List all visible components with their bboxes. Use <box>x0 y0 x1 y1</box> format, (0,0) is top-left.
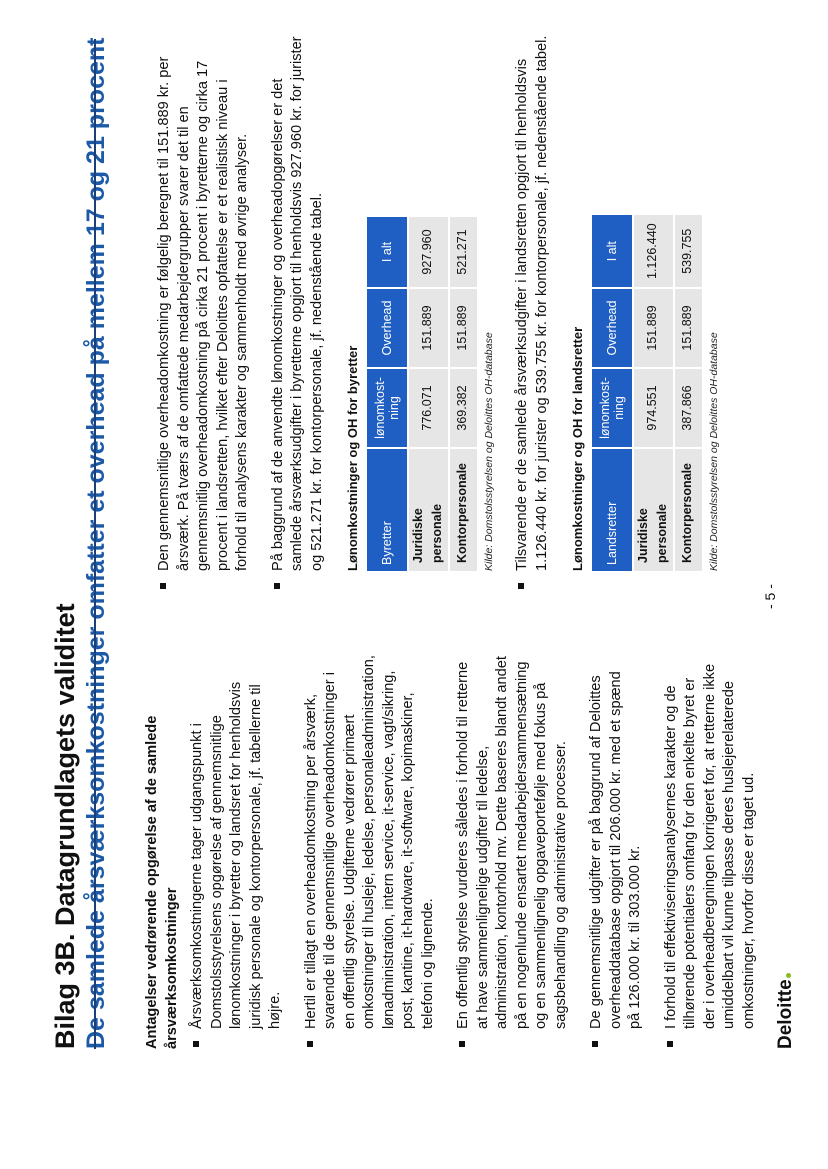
table-header: Overhead <box>592 288 633 368</box>
table-cell: 369.382 <box>449 368 477 448</box>
bullet-item: En offentlig styrelse vurderes således i forhold til retterne at have sammenlignelige udgifter til ledelse, administration, kontorhold mv. Dette baseres blandt andet på en nogenlunde ensartet medarbejdersammensætning og en sammenlignelig opgaveportefølje med fokus på sagsbehandling og administrative processer. <box>454 654 571 1049</box>
table-header: lønomkost-ning <box>367 368 408 448</box>
page-subtitle: De samlede årsværksomkostninger omfatter et overhead på mellem 17 og 21 procent <box>82 37 110 1049</box>
table-row <box>633 215 674 571</box>
bullet-icon <box>193 1041 199 1047</box>
table-header: Landsretter <box>592 448 633 571</box>
table-source: Kilde: Domstolsstyrelsen og Deloittes OH-database <box>482 332 495 571</box>
table-cell: 151.889 <box>408 288 449 368</box>
bullet-icon <box>667 1041 673 1047</box>
table-row <box>408 217 449 571</box>
table-cell: 151.889 <box>449 288 477 368</box>
bullet-item: Hertil er tillagt en overheadomkostning per årsværk, svarende til de gennemsnitlige overheadomkostninger i en offentlig styrelse. Udgifterne vedrører primært omkostninger til husleje, ledelse, personaleadministration, lønadministration, intern service, it-service, vagt/sikring, post, kantine, it-hardware, it-software, kopimaskiner, telefoni og lignende. <box>302 654 439 1049</box>
bullet-icon <box>459 1041 465 1047</box>
table-row <box>449 217 477 571</box>
table-cell: 151.889 <box>674 288 702 368</box>
table-cell: 151.889 <box>633 288 674 368</box>
table-cell: 521.271 <box>449 217 477 288</box>
table-cell: Kontorpersonale <box>674 448 702 571</box>
bullet-icon <box>307 1041 313 1047</box>
table-header: I alt <box>592 215 633 288</box>
bullet-item: I forhold til effektiviseringsanalysernes karakter og de tilhørende potentialers omfang for den enkelte byret er der i overheadberegningen korrigeret for, at retterne ikke umiddelbart vil kunne tilpasse deres huslejerelaterede omkostninger, hvorfor disse er taget ud. <box>662 654 760 1049</box>
table-header: I alt <box>367 217 408 288</box>
table-header: Overhead <box>367 288 408 368</box>
table-cell: 539.755 <box>674 215 702 288</box>
table-cell: Juridiske personale <box>633 448 674 571</box>
logo-dot-icon <box>786 973 791 978</box>
bullet-item: På baggrund af de anvendte lønomkostninger og overheadopgørelser er det samlede årsværksudgifter i byretterne opgjort til henholdsvis 927.960 kr. for jurister og 521.271 kr. for kontorpersonale, jf. nedenstående tabel. <box>269 31 328 591</box>
table-title-byretter: Lønomkostninger og OH for byretter <box>345 345 360 571</box>
title-divider <box>94 39 96 1049</box>
left-column <box>143 654 775 1049</box>
table-header-row <box>592 215 633 571</box>
page-title: Bilag 3B. Datagrundlagets validitet <box>50 603 80 1049</box>
page-number: - 5 - <box>762 584 778 609</box>
right-column <box>155 31 738 591</box>
table-byretter <box>367 217 477 571</box>
table-cell: Kontorpersonale <box>449 448 477 571</box>
table-cell: 776.071 <box>408 368 449 448</box>
bullet-item: Den gennemsnitlige overheadomkostning er følgelig beregnet til 151.889 kr. per årsværk. På tværs af de omfattede medarbejdergrupper svarer det til en gennemsnitlig overheadomkostning på cirka 21 procent i byretterne og cirka 17 procent i landsretten, hvilket efter Deloittes opfattelse er et realistisk niveau i forhold til analysens karakter og sammenholdt med øvrige analyser. <box>155 31 253 591</box>
deloitte-logo: Deloitte <box>775 973 797 1049</box>
table-cell: 974.551 <box>633 368 674 448</box>
table-header: lønomkost-ning <box>592 368 633 448</box>
section-heading: Antagelser vedrørende opgørelse af de samlede årsværksomkostninger <box>144 715 180 1049</box>
bullet-icon <box>518 583 524 589</box>
table-header-row <box>367 217 408 571</box>
bullet-item: De gennemsnitlige udgifter er på baggrund af Deloittes overheaddatabase opgjort til 206.000 kr. med et spænd på 126.000 kr. til 303.000 kr. <box>587 654 646 1049</box>
bullet-icon <box>160 583 166 589</box>
table-cell: 1.126.440 <box>633 215 674 288</box>
bullet-item: Tilsvarende er de samlede årsværksudgifter i landsretten opgjort til henholdsvis 1.126.440 kr. for jurister og 539.755 kr. for kontorpersonale, jf. nedenstående tabel. <box>513 31 552 591</box>
table-cell: 387.866 <box>674 368 702 448</box>
table-title-landsretter: Lønomkostninger og OH for landsretter <box>570 326 585 571</box>
table-source: Kilde: Domstolsstyrelsen og Deloittes OH-database <box>707 332 720 571</box>
table-landsretter <box>592 215 702 571</box>
table-header: Byretter <box>367 448 408 571</box>
bullet-item: Årsværksomkostningerne tager udgangspunkt i Domstolsstyrelsens opgørelse af gennemsnitlige lønomkostninger i byretter og landsret for henholdsvis juridisk personale og kontorpersonale, jf. tabellerne til højre. <box>188 654 286 1049</box>
bullet-icon <box>274 583 280 589</box>
table-cell: Juridiske personale <box>408 448 449 571</box>
table-cell: 927.960 <box>408 217 449 288</box>
table-row <box>674 215 702 571</box>
bullet-icon <box>592 1041 598 1047</box>
